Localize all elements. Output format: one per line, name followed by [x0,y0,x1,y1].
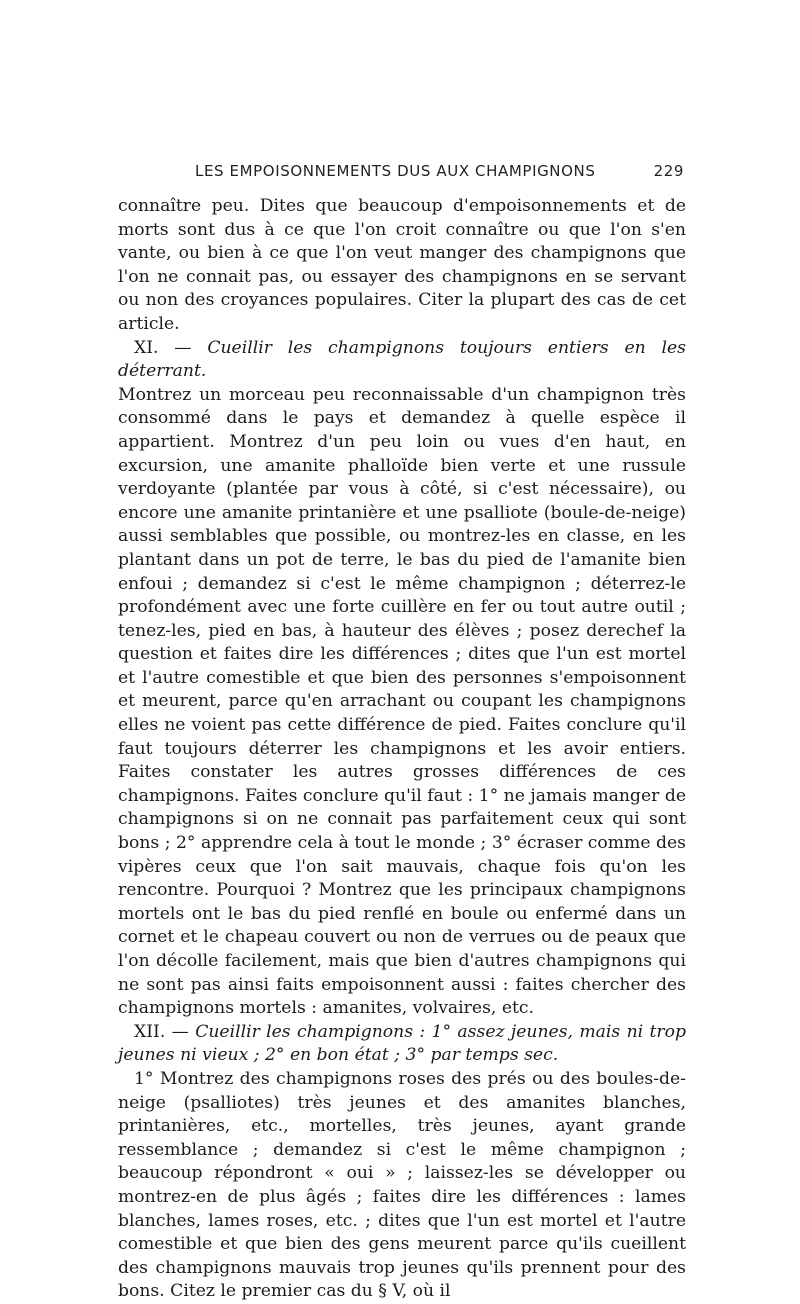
paragraph-continuation: connaître peu. Dites que beaucoup d'empoisonnements et de morts sont dus à ce que l'on croit connaître ou que l'on s'en vante, ou bien à ce que l'on veut manger des champignons que l'on ne connait pas, ou essayer des champignons en se servant ou non des croyances populaires. Citer la plupart des cas de cet article. [118,196,686,334]
paragraph-section-xii: 1° Montrez des champignons roses des prés ou des boules-de-neige (psalliotes) très jeunes et des amanites blanches, printanières, etc., mortelles, très jeunes, ayant grande ressemblance ; demandez si c'est le même champignon ; beaucoup répondront « oui » ; laissez-les se développer ou montrez-en de plus âgés ; faites dire les différences : lames blanches, lames roses, etc. ; dites que l'un est mortel et l'autre comestible et que bien des gens meurent parce qu'ils cueillent des champignons mauvais trop jeunes qu'ils prennent pour des bons. Citez le premier cas du § V, où il [118,1068,686,1302]
page-number: 229 [653,162,684,180]
section-title-xii: Cueillir les champignons : 1° assez jeunes, mais ni trop jeunes ni vieux ; 2° en bon état ; 3° par temps sec. [118,1021,686,1066]
running-title: LES EMPOISONNEMENTS DUS AUX CHAMPIGNONS [195,162,596,180]
section-heading-xii [118,1021,686,1068]
section-title-xi: Cueillir les champignons toujours entiers en les déterrant. [118,337,687,382]
running-head [118,158,686,188]
section-heading-xi [118,337,686,384]
book-page [118,158,686,1304]
section-number-xi: XI. — [134,337,192,358]
section-number-xii: XII. — [134,1021,189,1042]
paragraph-section-xi: Montrez un morceau peu reconnaissable d'un champignon très consommé dans le pays et demandez à quelle espèce il appartient. Montrez d'un peu loin ou vues d'en haut, en excursion, une amanite phalloïde bien verte et une russule verdoyante (plantée par vous à côté, si c'est nécessaire), ou encore une amanite printanière et une psalliote (boule-de-neige) aussi semblables que possible, ou montrez-les en classe, en les plantant dans un pot de terre, le bas du pied de l'amanite bien enfoui ; demandez si c'est le même champignon ; déterrez-le profondément avec une forte cuillère en fer ou tout autre outil ; tenez-les, pied en bas, à hauteur des élèves ; posez derechef la question et faites dire les différences ; dites que l'un est mortel et l'autre comestible et que bien des personnes s'empoisonnent et meurent, parce qu'en arrachant ou coupant les champignons elles ne voient pas cette différence de pied. Faites conclure qu'il faut toujours déterrer les champignons et les avoir entiers. Faites constater les autres grosses différences de ces champignons. Faites conclure qu'il faut : 1° ne jamais manger de champignons si on ne connait pas parfaitement ceux qui sont bons ; 2° apprendre cela à tout le monde ; 3° écraser comme des vipères ceux que l'on sait mauvais, chaque fois qu'on les rencontre. Pourquoi ? Montrez que les principaux champignons mortels ont le bas du pied renflé en boule ou enfermé dans un cornet et le chapeau couvert ou non de verrues ou de peaux que l'on décolle facilement, mais que bien d'autres champignons qui ne sont pas ainsi faits empoisonnent aussi : faites chercher des champignons mortels : amanites, volvaires, etc. [118,384,686,1019]
body-text [118,195,686,1304]
